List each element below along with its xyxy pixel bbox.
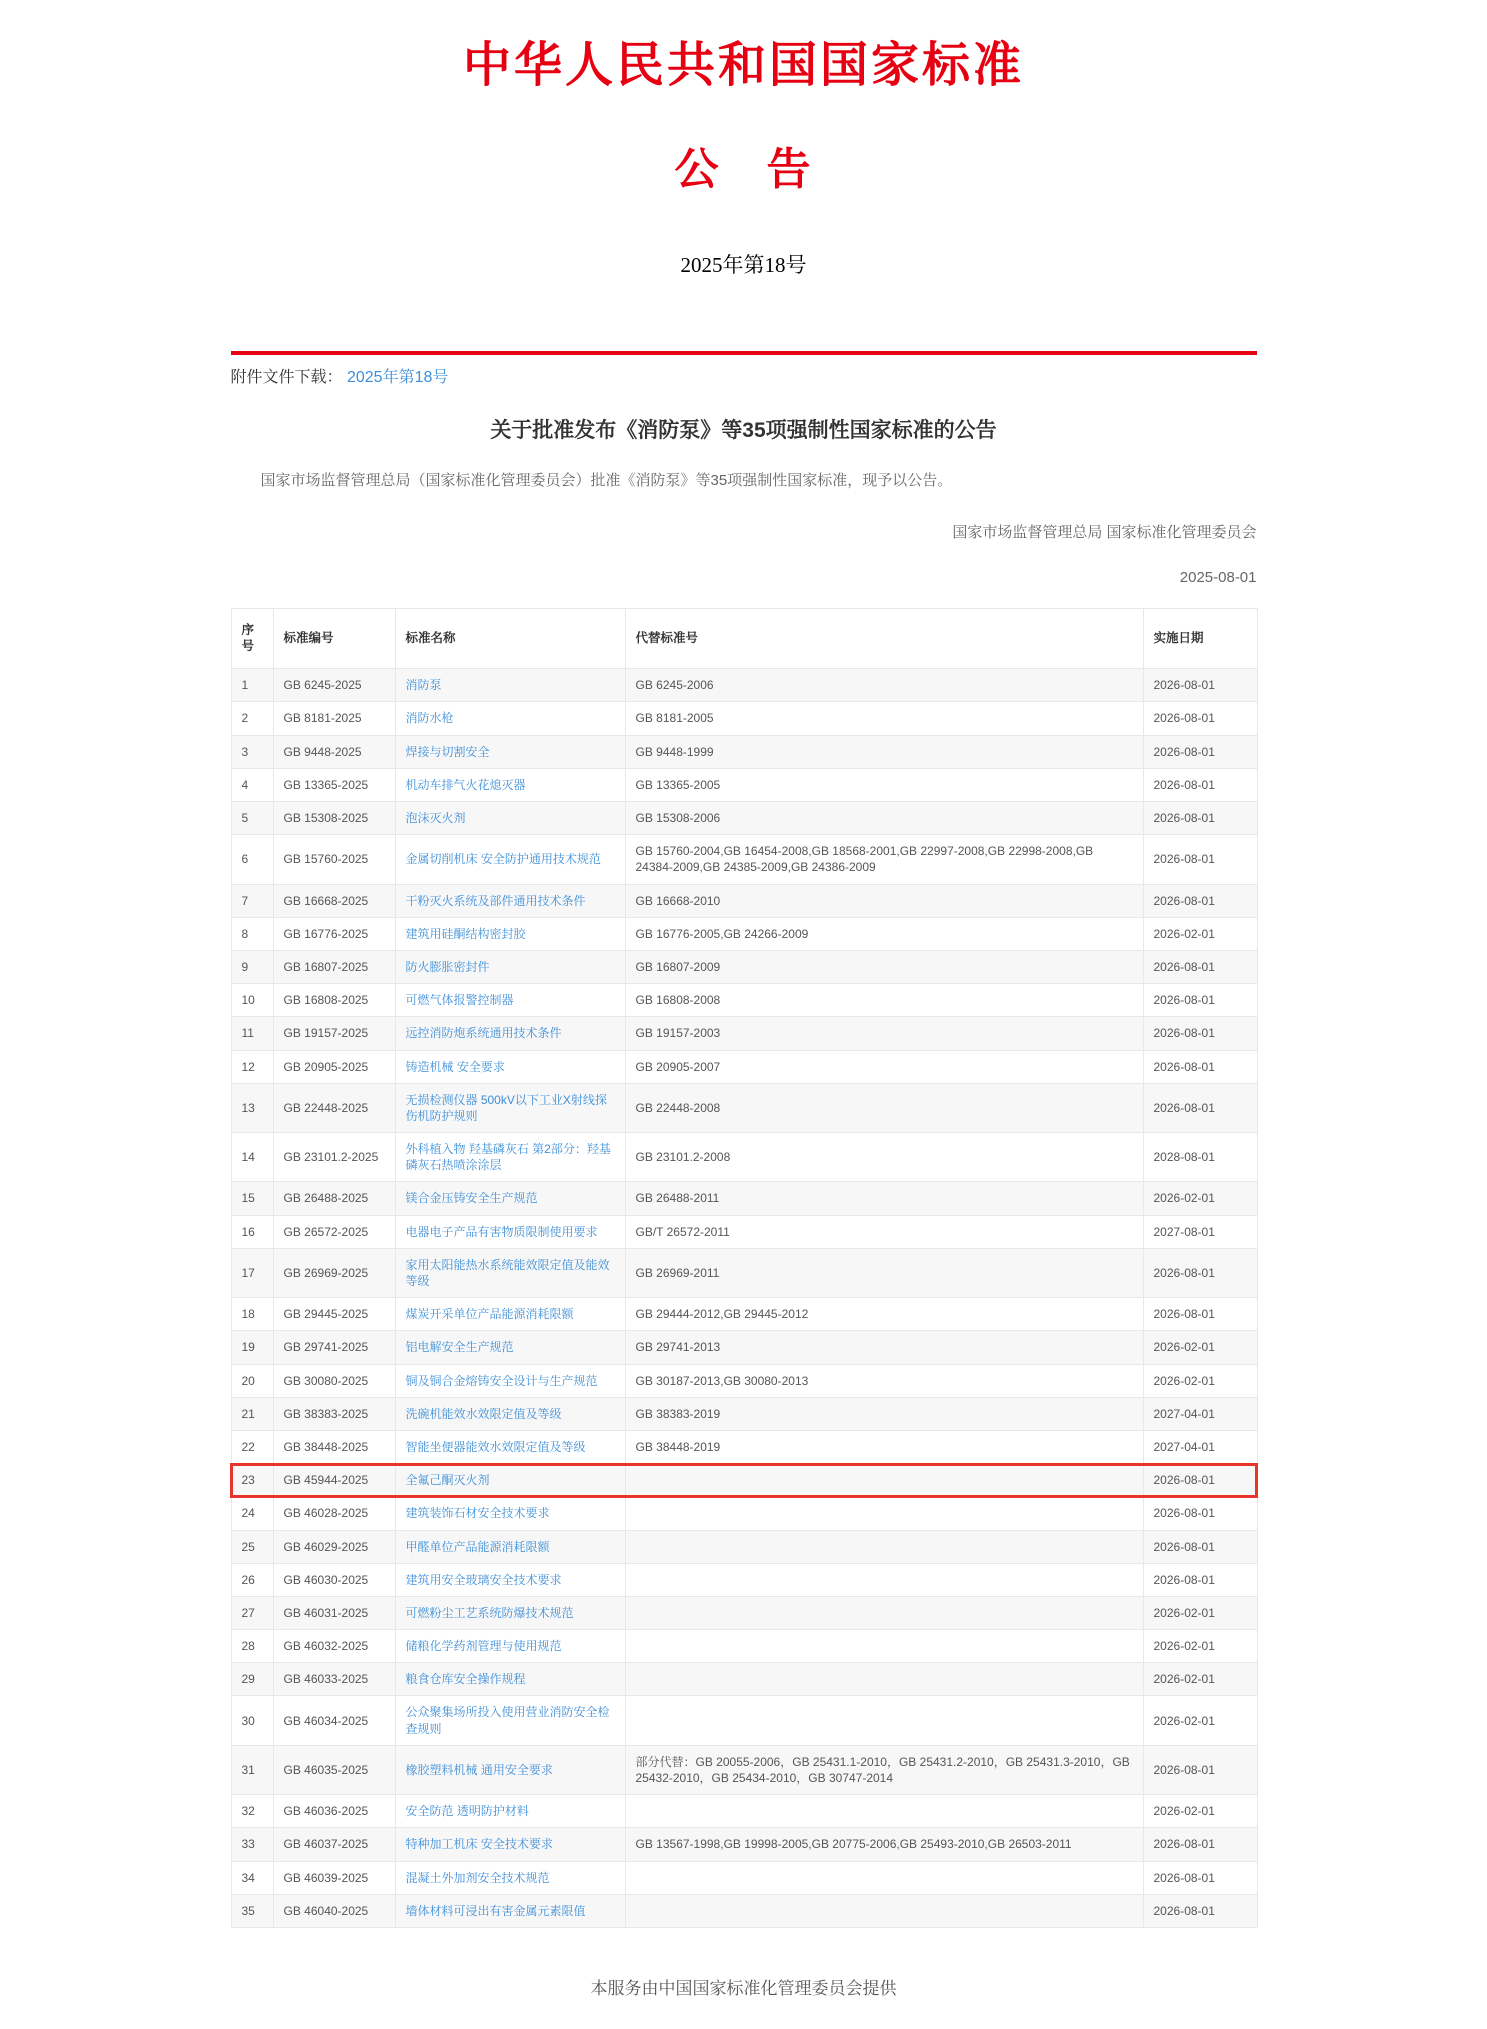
replaced-codes: GB/T 26572-2011 [625, 1215, 1143, 1248]
impl-date: 2028-08-01 [1143, 1133, 1257, 1182]
row-no: 16 [231, 1215, 273, 1248]
replaced-codes: GB 16808-2008 [625, 984, 1143, 1017]
page-title: 中华人民共和国国家标准 [462, 39, 1024, 92]
issuer-signature: 国家市场监督管理总局 国家标准化管理委员会 [952, 523, 1257, 541]
row-no: 26 [231, 1563, 273, 1596]
impl-date: 2026-08-01 [1143, 984, 1257, 1017]
standard-name-link[interactable]: 远控消防炮系统通用技术条件 [405, 1026, 562, 1041]
replaced-codes: GB 16807-2009 [625, 950, 1143, 983]
standard-name-link[interactable]: 外科植入物 羟基磷灰石 第2部分：羟基磷灰石热喷涂涂层 [405, 1142, 611, 1173]
standard-name-cell [395, 735, 625, 768]
standard-name-link[interactable]: 电器电子产品有害物质限制使用要求 [405, 1224, 598, 1239]
impl-date: 2026-08-01 [1143, 1861, 1257, 1894]
table-row [231, 1430, 1257, 1463]
standard-name-link[interactable]: 消防水枪 [405, 711, 454, 726]
table-row [231, 1083, 1257, 1132]
impl-date: 2026-08-01 [1143, 950, 1257, 983]
column-header-no: 序号 [231, 608, 273, 669]
row-no: 20 [231, 1364, 273, 1397]
standard-name-link[interactable]: 铸造机械 安全要求 [405, 1059, 505, 1074]
standard-name-link[interactable]: 无损检测仪器 500kV以下工业X射线探伤机防护规则 [405, 1092, 607, 1123]
impl-date: 2026-02-01 [1143, 1182, 1257, 1215]
impl-date: 2026-02-01 [1143, 1630, 1257, 1663]
standard-name-link[interactable]: 焊接与切割安全 [405, 744, 490, 759]
row-no: 17 [231, 1248, 273, 1297]
standard-name-link[interactable]: 煤炭开采单位产品能源消耗限额 [405, 1307, 574, 1322]
standard-name-link[interactable]: 粮食仓库安全操作规程 [405, 1672, 526, 1687]
standard-code: GB 9448-2025 [273, 735, 395, 768]
standard-name-cell [395, 1596, 625, 1629]
impl-date: 2026-08-01 [1143, 802, 1257, 835]
standard-name-cell [395, 1745, 625, 1794]
standard-name-cell [395, 1663, 625, 1696]
replaced-codes: GB 15308-2006 [625, 802, 1143, 835]
replaced-codes: GB 8181-2005 [625, 702, 1143, 735]
standard-code: GB 46030-2025 [273, 1563, 395, 1596]
row-no: 28 [231, 1630, 273, 1663]
standard-name-link[interactable]: 金属切削机床 安全防护通用技术规范 [405, 852, 601, 867]
replaced-codes [625, 1464, 1143, 1497]
impl-date: 2026-08-01 [1143, 884, 1257, 917]
replaced-codes: GB 9448-1999 [625, 735, 1143, 768]
table-row [231, 1497, 1257, 1530]
replaced-codes [625, 1663, 1143, 1696]
standard-code: GB 46033-2025 [273, 1663, 395, 1696]
standard-name-link[interactable]: 甲醛单位产品能源消耗限额 [405, 1539, 550, 1554]
impl-date: 2026-08-01 [1143, 1248, 1257, 1297]
standard-name-link[interactable]: 家用太阳能热水系统能效限定值及能效等级 [405, 1257, 610, 1288]
impl-date: 2026-08-01 [1143, 702, 1257, 735]
standard-name-link[interactable]: 全氟己酮灭火剂 [405, 1473, 490, 1488]
impl-date: 2026-08-01 [1143, 735, 1257, 768]
standard-code: GB 15308-2025 [273, 802, 395, 835]
standard-name-link[interactable]: 公众聚集场所投入使用营业消防安全检查规则 [405, 1705, 610, 1736]
row-no: 24 [231, 1497, 273, 1530]
standards-table [231, 608, 1258, 1928]
replaced-codes [625, 1894, 1143, 1927]
row-no: 32 [231, 1795, 273, 1828]
announcement-subtitle: 公 告 [674, 145, 813, 194]
table-header-row [231, 608, 1257, 669]
standard-name-link[interactable]: 特种加工机床 安全技术要求 [405, 1837, 553, 1852]
standard-name-cell [395, 835, 625, 884]
standard-name-cell [395, 1497, 625, 1530]
replaced-codes: GB 30187-2013,GB 30080-2013 [625, 1364, 1143, 1397]
standard-name-cell [395, 1894, 625, 1927]
row-no: 7 [231, 884, 273, 917]
table-row [231, 1050, 1257, 1083]
row-no: 15 [231, 1182, 273, 1215]
standard-name-cell [395, 702, 625, 735]
row-no: 34 [231, 1861, 273, 1894]
standard-name-cell [395, 1430, 625, 1463]
standard-name-cell [395, 1331, 625, 1364]
row-no: 22 [231, 1430, 273, 1463]
standard-name-link[interactable]: 可燃气体报警控制器 [405, 993, 514, 1008]
standard-code: GB 46039-2025 [273, 1861, 395, 1894]
standard-name-cell [395, 1530, 625, 1563]
standard-name-link[interactable]: 镁合金压铸安全生产规范 [405, 1191, 538, 1206]
standard-code: GB 23101.2-2025 [273, 1133, 395, 1182]
announcement-page [231, 26, 1257, 1999]
notice-title: 关于批准发布《消防泵》等35项强制性国家标准的公告 [490, 419, 997, 442]
standard-name-link[interactable]: 安全防范 透明防护材料 [405, 1804, 529, 1819]
standard-code: GB 6245-2025 [273, 669, 395, 702]
replaced-codes: GB 6245-2006 [625, 669, 1143, 702]
table-row [231, 1017, 1257, 1050]
row-no: 3 [231, 735, 273, 768]
replaced-codes: GB 16776-2005,GB 24266-2009 [625, 917, 1143, 950]
standard-code: GB 46029-2025 [273, 1530, 395, 1563]
row-no: 18 [231, 1298, 273, 1331]
standard-name-cell [395, 1083, 625, 1132]
replaced-codes: GB 16668-2010 [625, 884, 1143, 917]
standard-name-link[interactable]: 铝电解安全生产规范 [405, 1340, 514, 1355]
standard-name-cell [395, 984, 625, 1017]
row-no: 30 [231, 1696, 273, 1745]
standard-code: GB 46040-2025 [273, 1894, 395, 1927]
standard-name-cell [395, 1464, 625, 1497]
table-row [231, 1248, 1257, 1297]
standard-name-cell [395, 1050, 625, 1083]
standard-name-cell [395, 1017, 625, 1050]
table-row [231, 1894, 1257, 1927]
standard-code: GB 20905-2025 [273, 1050, 395, 1083]
standard-code: GB 46034-2025 [273, 1696, 395, 1745]
impl-date: 2026-08-01 [1143, 669, 1257, 702]
standard-name-cell [395, 1182, 625, 1215]
row-no: 4 [231, 768, 273, 801]
row-no: 35 [231, 1894, 273, 1927]
column-header-name: 标准名称 [395, 608, 625, 669]
row-no: 9 [231, 950, 273, 983]
table-row [231, 950, 1257, 983]
standard-name-link[interactable]: 建筑用硅酮结构密封胶 [405, 926, 526, 941]
table-row [231, 984, 1257, 1017]
standard-name-cell [395, 1133, 625, 1182]
standard-name-cell [395, 917, 625, 950]
table-row [231, 1397, 1257, 1430]
impl-date: 2027-04-01 [1143, 1430, 1257, 1463]
standard-code: GB 16776-2025 [273, 917, 395, 950]
replaced-codes [625, 1861, 1143, 1894]
row-no: 19 [231, 1331, 273, 1364]
standard-name-cell [395, 1298, 625, 1331]
standard-name-link[interactable]: 建筑装饰石材安全技术要求 [405, 1506, 550, 1521]
table-row [231, 1530, 1257, 1563]
table-row [231, 1298, 1257, 1331]
row-no: 31 [231, 1745, 273, 1794]
issue-number: 2025年第18号 [680, 253, 807, 277]
impl-date: 2026-02-01 [1143, 1696, 1257, 1745]
table-row [231, 1861, 1257, 1894]
standard-name-cell [395, 1248, 625, 1297]
impl-date: 2026-02-01 [1143, 1663, 1257, 1696]
replaced-codes: GB 22448-2008 [625, 1083, 1143, 1132]
row-no: 21 [231, 1397, 273, 1430]
standard-name-cell [395, 1696, 625, 1745]
impl-date: 2026-08-01 [1143, 1563, 1257, 1596]
replaced-codes [625, 1596, 1143, 1629]
standard-name-cell [395, 1397, 625, 1430]
replaced-codes: 部分代替：GB 20055-2006，GB 25431.1-2010，GB 25431.2-2010，GB 25431.3-2010，GB 25432-2010，GB 25434-2010，GB 30747-2014 [625, 1745, 1143, 1794]
standard-code: GB 29741-2025 [273, 1331, 395, 1364]
table-row [231, 884, 1257, 917]
standard-name-cell [395, 768, 625, 801]
row-no: 1 [231, 669, 273, 702]
standards-table-body [231, 669, 1257, 1928]
row-no: 13 [231, 1083, 273, 1132]
row-no: 14 [231, 1133, 273, 1182]
replaced-codes: GB 29444-2012,GB 29445-2012 [625, 1298, 1143, 1331]
table-row [231, 702, 1257, 735]
table-row [231, 1630, 1257, 1663]
table-row [231, 1331, 1257, 1364]
attachment-row [231, 364, 1257, 387]
replaced-codes: GB 26969-2011 [625, 1248, 1143, 1297]
replaced-codes [625, 1795, 1143, 1828]
standard-code: GB 26572-2025 [273, 1215, 395, 1248]
standard-code: GB 26969-2025 [273, 1248, 395, 1297]
standard-name-link[interactable]: 墙体材料可浸出有害金属元素限值 [405, 1903, 586, 1918]
standard-code: GB 13365-2025 [273, 768, 395, 801]
replaced-codes: GB 38448-2019 [625, 1430, 1143, 1463]
impl-date: 2027-04-01 [1143, 1397, 1257, 1430]
standard-name-link[interactable]: 可燃粉尘工艺系统防爆技术规范 [405, 1605, 574, 1620]
issue-date: 2025-08-01 [1179, 568, 1257, 586]
standard-name-cell [395, 1795, 625, 1828]
standard-name-cell [395, 1563, 625, 1596]
attachment-download-link[interactable]: 2025年第18号 [346, 369, 449, 386]
table-row [231, 1745, 1257, 1794]
standard-name-link[interactable]: 储粮化学药剂管理与使用规范 [405, 1639, 562, 1654]
replaced-codes: GB 26488-2011 [625, 1182, 1143, 1215]
row-no: 27 [231, 1596, 273, 1629]
standard-code: GB 46032-2025 [273, 1630, 395, 1663]
standard-code: GB 46035-2025 [273, 1745, 395, 1794]
impl-date: 2026-08-01 [1143, 768, 1257, 801]
standard-name-link[interactable]: 混凝土外加剂安全技术规范 [405, 1870, 550, 1885]
standard-name-cell [395, 1828, 625, 1861]
standard-name-link[interactable]: 干粉灭火系统及部件通用技术条件 [405, 893, 586, 908]
standard-code: GB 45944-2025 [273, 1464, 395, 1497]
standard-name-link[interactable]: 智能坐便器能效水效限定值及等级 [405, 1439, 586, 1454]
impl-date: 2026-02-01 [1143, 1331, 1257, 1364]
standard-name-cell [395, 884, 625, 917]
standard-name-link[interactable]: 机动车排气火花熄灭器 [405, 777, 526, 792]
row-no: 33 [231, 1828, 273, 1861]
table-row-highlighted [231, 1464, 1257, 1497]
standard-code: GB 38383-2025 [273, 1397, 395, 1430]
impl-date: 2026-08-01 [1143, 1083, 1257, 1132]
red-divider [231, 351, 1257, 355]
standard-name-cell [395, 1861, 625, 1894]
standard-code: GB 16807-2025 [273, 950, 395, 983]
footer-note: 本服务由中国国家标准化管理委员会提供 [590, 1978, 897, 1998]
replaced-codes [625, 1563, 1143, 1596]
table-row [231, 1828, 1257, 1861]
replaced-codes: GB 29741-2013 [625, 1331, 1143, 1364]
table-row [231, 669, 1257, 702]
impl-date: 2026-02-01 [1143, 1795, 1257, 1828]
row-no: 25 [231, 1530, 273, 1563]
replaced-codes: GB 38383-2019 [625, 1397, 1143, 1430]
standard-code: GB 16668-2025 [273, 884, 395, 917]
impl-date: 2026-08-01 [1143, 1894, 1257, 1927]
table-row [231, 1596, 1257, 1629]
impl-date: 2026-08-01 [1143, 1828, 1257, 1861]
row-no: 29 [231, 1663, 273, 1696]
column-header-code: 标准编号 [273, 608, 395, 669]
table-row [231, 1215, 1257, 1248]
impl-date: 2026-08-01 [1143, 1017, 1257, 1050]
standard-name-link[interactable]: 铜及铜合金熔铸安全设计与生产规范 [405, 1373, 598, 1388]
standard-code: GB 8181-2025 [273, 702, 395, 735]
impl-date: 2027-08-01 [1143, 1215, 1257, 1248]
table-row [231, 1795, 1257, 1828]
standard-name-cell [395, 802, 625, 835]
standard-code: GB 30080-2025 [273, 1364, 395, 1397]
standard-name-link[interactable]: 泡沫灭火剂 [405, 811, 466, 825]
replaced-codes: GB 23101.2-2008 [625, 1133, 1143, 1182]
row-no: 2 [231, 702, 273, 735]
replaced-codes: GB 19157-2003 [625, 1017, 1143, 1050]
impl-date: 2026-08-01 [1143, 835, 1257, 884]
column-header-replaces: 代替标准号 [625, 608, 1143, 669]
impl-date: 2026-02-01 [1143, 1596, 1257, 1629]
standard-name-link[interactable]: 防火膨胀密封件 [405, 959, 490, 974]
replaced-codes [625, 1530, 1143, 1563]
standard-code: GB 29445-2025 [273, 1298, 395, 1331]
table-row [231, 802, 1257, 835]
standard-code: GB 46037-2025 [273, 1828, 395, 1861]
standard-code: GB 26488-2025 [273, 1182, 395, 1215]
row-no: 23 [231, 1464, 273, 1497]
row-no: 5 [231, 802, 273, 835]
replaced-codes: GB 15760-2004,GB 16454-2008,GB 18568-2001,GB 22997-2008,GB 22998-2008,GB 24384-2009,GB 24385-2009,GB 24386-2009 [625, 835, 1143, 884]
standard-name-cell [395, 1630, 625, 1663]
standard-name-cell [395, 950, 625, 983]
standard-code: GB 22448-2025 [273, 1083, 395, 1132]
standard-code: GB 38448-2025 [273, 1430, 395, 1463]
standard-name-link[interactable]: 消防泵 [405, 678, 442, 693]
standard-code: GB 46036-2025 [273, 1795, 395, 1828]
table-row [231, 917, 1257, 950]
table-row [231, 1663, 1257, 1696]
standard-code: GB 46031-2025 [273, 1596, 395, 1629]
replaced-codes [625, 1497, 1143, 1530]
replaced-codes [625, 1630, 1143, 1663]
standard-code: GB 19157-2025 [273, 1017, 395, 1050]
impl-date: 2026-08-01 [1143, 1050, 1257, 1083]
table-row [231, 1563, 1257, 1596]
table-row [231, 1696, 1257, 1745]
table-row [231, 735, 1257, 768]
row-no: 12 [231, 1050, 273, 1083]
table-row [231, 835, 1257, 884]
impl-date: 2026-08-01 [1143, 1464, 1257, 1497]
replaced-codes: GB 13365-2005 [625, 768, 1143, 801]
impl-date: 2026-08-01 [1143, 1745, 1257, 1794]
impl-date: 2026-08-01 [1143, 1497, 1257, 1530]
row-no: 10 [231, 984, 273, 1017]
row-no: 11 [231, 1017, 273, 1050]
table-row [231, 1182, 1257, 1215]
attachment-label: 附件文件下载： [230, 369, 343, 386]
replaced-codes: GB 20905-2007 [625, 1050, 1143, 1083]
table-row [231, 1364, 1257, 1397]
row-no: 6 [231, 835, 273, 884]
table-row [231, 768, 1257, 801]
table-row [231, 1133, 1257, 1182]
standard-name-cell [395, 1364, 625, 1397]
standard-code: GB 46028-2025 [273, 1497, 395, 1530]
standard-name-cell [395, 669, 625, 702]
standard-name-link[interactable]: 建筑用安全玻璃安全技术要求 [405, 1572, 562, 1587]
impl-date: 2026-02-01 [1143, 1364, 1257, 1397]
row-no: 8 [231, 917, 273, 950]
standard-code: GB 15760-2025 [273, 835, 395, 884]
replaced-codes [625, 1696, 1143, 1745]
notice-paragraph: 国家市场监督管理总局（国家标准化管理委员会）批准《消防泵》等35项强制性国家标准，现予以公告。 [260, 472, 953, 489]
standard-name-cell [395, 1215, 625, 1248]
impl-date: 2026-02-01 [1143, 917, 1257, 950]
column-header-date: 实施日期 [1143, 608, 1257, 669]
impl-date: 2026-08-01 [1143, 1530, 1257, 1563]
replaced-codes: GB 13567-1998,GB 19998-2005,GB 20775-2006,GB 25493-2010,GB 26503-2011 [625, 1828, 1143, 1861]
impl-date: 2026-08-01 [1143, 1298, 1257, 1331]
standard-name-link[interactable]: 洗碗机能效水效限定值及等级 [405, 1406, 562, 1421]
standard-code: GB 16808-2025 [273, 984, 395, 1017]
standard-name-link[interactable]: 橡胶塑料机械 通用安全要求 [405, 1762, 553, 1777]
